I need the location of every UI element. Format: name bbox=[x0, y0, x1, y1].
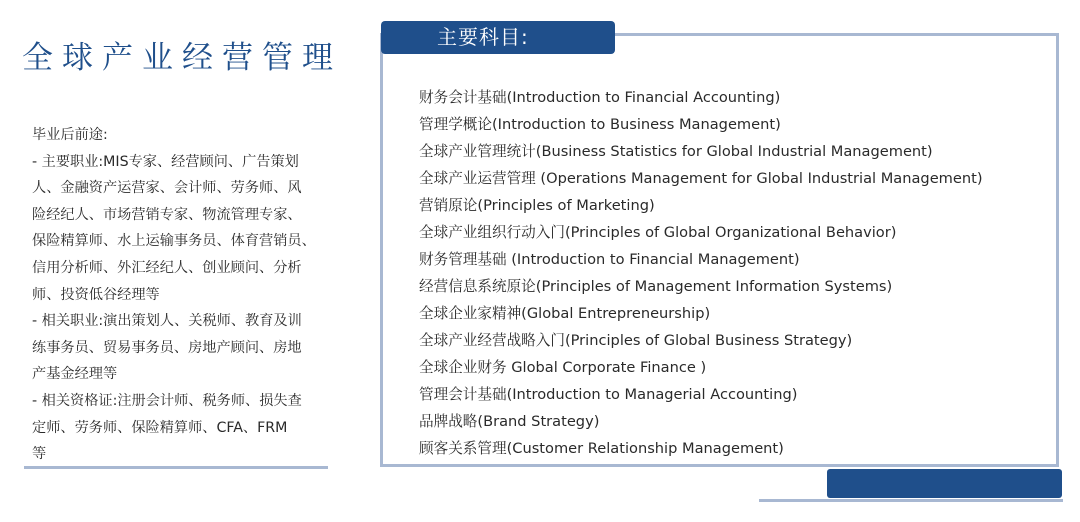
career-prospects bbox=[32, 122, 332, 468]
left-divider bbox=[24, 466, 328, 469]
career-line: 险经纪人、市场营销专家、物流管理专家、 bbox=[32, 206, 302, 223]
career-line: - 相关职业:演出策划人、关税师、教育及训 bbox=[32, 313, 302, 330]
career-line: 定师、劳务师、保险精算师、CFA、FRM bbox=[32, 419, 288, 436]
course-panel-header: 主要科目: bbox=[381, 21, 615, 54]
course-item: 全球企业财务 Global Corporate Finance ) bbox=[419, 359, 707, 376]
career-line: 毕业后前途: bbox=[32, 127, 108, 143]
course-item: 全球产业运营管理 (Operations Management for Global Industrial Management) bbox=[419, 170, 983, 187]
course-item: 顾客关系管理(Customer Relationship Management) bbox=[419, 440, 784, 457]
career-line: - 相关资格证:注册会计师、税务师、损失查 bbox=[32, 392, 302, 409]
career-line: 练事务员、贸易事务员、房地产顾问、房地 bbox=[32, 339, 302, 356]
course-list bbox=[419, 84, 983, 462]
course-item: 营销原论(Principles of Marketing) bbox=[419, 197, 655, 214]
course-item: 品牌战略(Brand Strategy) bbox=[419, 413, 600, 430]
course-item: 财务会计基础(Introduction to Financial Accounting) bbox=[419, 89, 781, 106]
course-item: 全球产业组织行动入门(Principles of Global Organizational Behavior) bbox=[419, 224, 897, 241]
course-item: 全球企业家精神(Global Entrepreneurship) bbox=[419, 305, 711, 322]
bottom-divider bbox=[759, 499, 1063, 502]
career-line: 师、投资低谷经理等 bbox=[32, 286, 160, 303]
decorative-corner-block bbox=[827, 469, 1062, 498]
career-line: 等 bbox=[32, 446, 47, 463]
career-line: 保险精算师、水上运输事务员、体育营销员、 bbox=[32, 233, 316, 250]
career-line: 信用分析师、外汇经纪人、创业顾问、分析 bbox=[32, 259, 302, 276]
career-line: 产基金经理等 bbox=[32, 366, 118, 383]
major-title: 全球产业经营管理 bbox=[22, 40, 342, 76]
course-item: 全球产业管理统计(Business Statistics for Global Industrial Management) bbox=[419, 143, 933, 160]
course-item: 管理会计基础(Introduction to Managerial Accounting) bbox=[419, 386, 798, 403]
course-item: 经营信息系统原论(Principles of Management Information Systems) bbox=[419, 278, 893, 295]
course-item: 财务管理基础 (Introduction to Financial Management) bbox=[419, 251, 800, 268]
career-line: 人、金融资产运营家、会计师、劳务师、风 bbox=[32, 180, 302, 197]
course-item: 管理学概论(Introduction to Business Management) bbox=[419, 116, 781, 133]
career-line: - 主要职业:MIS专家、经营顾问、广告策划 bbox=[32, 153, 299, 170]
course-item: 全球产业经营战略入门(Principles of Global Business Strategy) bbox=[419, 332, 853, 349]
